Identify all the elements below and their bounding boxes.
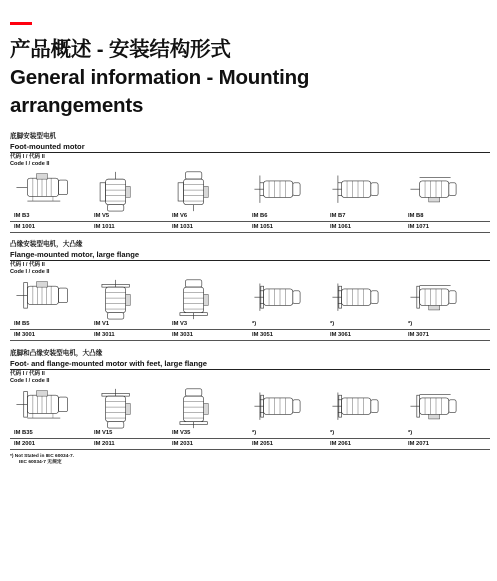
code-ii-label: IM 3061: [330, 332, 351, 338]
footnote: [10, 454, 74, 465]
section-title-zh: 底脚安装型电机: [10, 133, 57, 140]
code-i-label: IM B5: [14, 321, 30, 327]
code-header-en: Code I / code II: [10, 160, 50, 167]
code-ii-label: IM 3001: [14, 332, 35, 338]
code-i-label: IM B35: [14, 430, 33, 436]
foot-motor-ceiling-icon: [406, 170, 466, 212]
footnote-line1: *) Not Stated in IEC 60034-7.: [10, 454, 74, 459]
code-ii-label: IM 1011: [94, 224, 115, 230]
section-title-en: Foot- and flange-mounted motor with feet, large flange: [10, 359, 208, 368]
code-ii-label: IM 3071: [408, 332, 429, 338]
code-ii-label: IM 2061: [330, 441, 351, 447]
foot-flange-motor-vertical-down-icon: [92, 387, 152, 429]
code-ii-label: IM 2051: [252, 441, 273, 447]
code-header-en: Code I / code II: [10, 377, 50, 384]
code-i-label: IM V1: [94, 321, 110, 327]
code-i-label: IM B8: [408, 213, 424, 219]
row-divider: [10, 340, 490, 341]
code-ii-label: IM 2001: [14, 441, 35, 447]
code-ii-label: IM 1031: [172, 224, 193, 230]
code-ii-label: IM 3051: [252, 332, 273, 338]
row-divider: [10, 438, 490, 439]
foot-flange-motor-vertical-up-icon: [170, 387, 230, 429]
flange-motor-wall-icon: [250, 278, 310, 320]
code-ii-label: IM 3031: [172, 332, 193, 338]
code-i-label: IM V15: [94, 430, 113, 436]
foot-flange-motor-horizontal-icon: [12, 387, 72, 429]
code-i-label: IM V5: [94, 213, 110, 219]
code-i-label: IM V35: [172, 430, 191, 436]
section-title-en: Foot-mounted motor: [10, 142, 85, 151]
foot-motor-vertical-down-icon: [92, 170, 152, 212]
code-header-en: Code I / code II: [10, 268, 50, 275]
flange-motor-ceiling-icon: [406, 278, 466, 320]
page-title-zh: 产品概述 - 安装结构形式: [10, 38, 231, 61]
section-title-zh: 底脚和凸缘安装型电机，大凸缘: [10, 350, 103, 357]
foot-motor-horizontal-icon: [12, 170, 72, 212]
code-i-label: IM V6: [172, 213, 188, 219]
code-ii-label: IM 2071: [408, 441, 429, 447]
brand-accent-bar: [10, 22, 32, 25]
code-header-zh: 代码 I / 代码 II: [10, 371, 45, 377]
section-title-zh: 凸缘安装型电机，大凸缘: [10, 241, 83, 248]
foot-motor-vertical-up-icon: [170, 170, 230, 212]
code-i-label: *): [252, 430, 257, 436]
code-ii-label: IM 2011: [94, 441, 115, 447]
section-divider: [10, 152, 490, 153]
flange-motor-vertical-up-icon: [170, 278, 230, 320]
code-i-label: IM B3: [14, 213, 30, 219]
code-ii-label: IM 1071: [408, 224, 429, 230]
row-divider: [10, 329, 490, 330]
footnote-line2: IEC 60034-7 无规定: [19, 459, 62, 465]
foot-flange-motor-wall-icon: [250, 387, 310, 429]
code-ii-label: IM 2031: [172, 441, 193, 447]
row-divider: [10, 221, 490, 222]
code-i-label: IM B6: [252, 213, 268, 219]
code-i-label: IM V3: [172, 321, 188, 327]
code-ii-label: IM 1051: [252, 224, 273, 230]
page-title-en-line1: General information - Mounting: [10, 66, 310, 89]
foot-motor-wall-icon: [328, 170, 388, 212]
code-i-label: *): [408, 430, 413, 436]
page-title: [10, 36, 309, 120]
code-ii-label: IM 3011: [94, 332, 115, 338]
foot-flange-motor-wall-icon: [328, 387, 388, 429]
code-ii-label: IM 1061: [330, 224, 351, 230]
flange-motor-horizontal-icon: [12, 278, 72, 320]
page-title-en-line2: arrangements: [10, 94, 144, 117]
section-divider: [10, 369, 490, 370]
foot-flange-motor-ceiling-icon: [406, 387, 466, 429]
section-divider: [10, 260, 490, 261]
code-i-label: *): [408, 321, 413, 327]
code-i-label: *): [330, 430, 335, 436]
section-title-en: Flange-mounted motor, large flange: [10, 250, 140, 259]
code-ii-label: IM 1001: [14, 224, 35, 230]
code-i-label: *): [252, 321, 257, 327]
code-i-label: IM B7: [330, 213, 346, 219]
code-header-zh: 代码 I / 代码 II: [10, 262, 45, 268]
code-i-label: *): [330, 321, 335, 327]
row-divider: [10, 449, 490, 450]
flange-motor-vertical-down-icon: [92, 278, 152, 320]
code-header-zh: 代码 I / 代码 II: [10, 154, 45, 160]
flange-motor-wall-icon: [328, 278, 388, 320]
foot-motor-wall-icon: [250, 170, 310, 212]
row-divider: [10, 232, 490, 233]
